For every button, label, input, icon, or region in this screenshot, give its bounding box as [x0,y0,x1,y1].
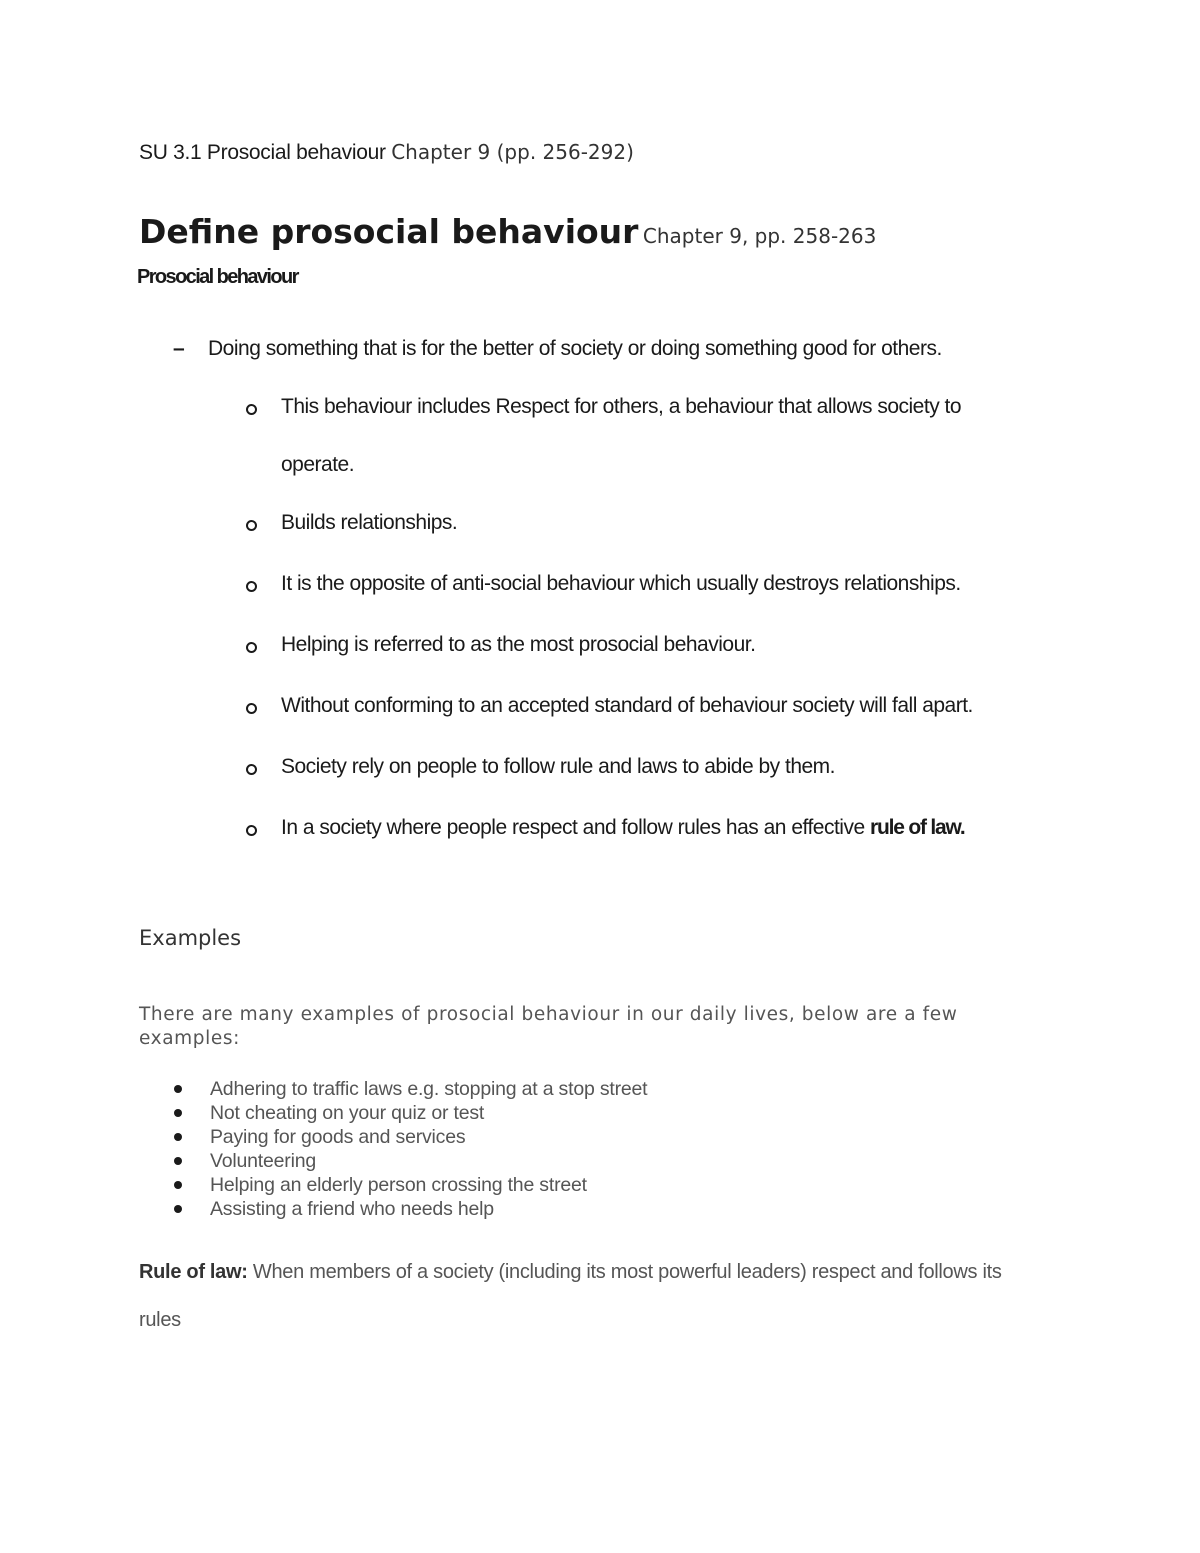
dash-bullet: – [173,337,185,360]
circle-bullet-icon [246,764,257,775]
examples-heading: Examples [139,926,242,950]
circle-bullet-icon [246,703,257,714]
section-title: Define prosocial behaviour [139,212,639,251]
study-unit-label: SU 3.1 Prosocial behaviour [139,141,386,164]
section-heading [139,212,876,251]
circle-bullet-icon [246,520,257,531]
study-unit-line [139,140,634,165]
bullet-dot-icon [174,1205,182,1213]
bullet-dot-icon [174,1109,182,1117]
circle-bullet-icon [246,642,257,653]
rule-of-law-text: When members of a society (including its most powerful leaders) respect and follows its rules [139,1261,1002,1331]
point-text-continued: operate. [281,453,355,476]
point-text: This behaviour includes Respect for others, a behaviour that allows society to [281,395,962,418]
point-text: It is the opposite of anti-social behaviour which usually destroys relationships. [281,572,961,595]
point-text: Without conforming to an accepted standard of behaviour society will fall apart. [281,694,973,717]
bullet-dot-icon [174,1181,182,1189]
bullet-dot-icon [174,1157,182,1165]
definition-text: Doing something that is for the better of society or doing something good for others. [208,337,942,360]
list-item-text: Adhering to traffic laws e.g. stopping at a stop street [210,1078,648,1100]
circle-bullet-icon [246,404,257,415]
list-item-text: Volunteering [210,1150,317,1172]
point-text [281,816,965,840]
study-unit-chapter: Chapter 9 (pp. 256-292) [391,140,634,164]
circle-bullet-icon [246,581,257,592]
examples-intro: There are many examples of prosocial behaviour in our daily lives, below are a few examples: [139,1004,958,1049]
definition-item [173,337,942,361]
rule-of-law-emphasis: rule of law. [869,816,965,839]
rule-of-law-label: Rule of law: [139,1261,248,1283]
list-item-text: Paying for goods and services [210,1126,466,1148]
section-chapter-ref: Chapter 9, pp. 258-263 [642,224,877,248]
point-text: Society rely on people to follow rule and laws to abide by them. [281,755,836,778]
list-item-text: Assisting a friend who needs help [210,1198,494,1220]
circle-bullet-icon [246,825,257,836]
point-text: Helping is referred to as the most prosocial behaviour. [281,633,756,656]
prosocial-subheading: Prosocial behaviour [137,266,298,288]
bullet-dot-icon [174,1085,182,1093]
point-text-plain: In a society where people respect and follow rules has an effective [281,816,870,839]
bullet-dot-icon [174,1133,182,1141]
list-item-text: Not cheating on your quiz or test [210,1102,485,1124]
list-item-text: Helping an elderly person crossing the street [210,1174,587,1196]
point-text: Builds relationships. [281,511,458,534]
rule-of-law-definition [139,1248,1039,1344]
